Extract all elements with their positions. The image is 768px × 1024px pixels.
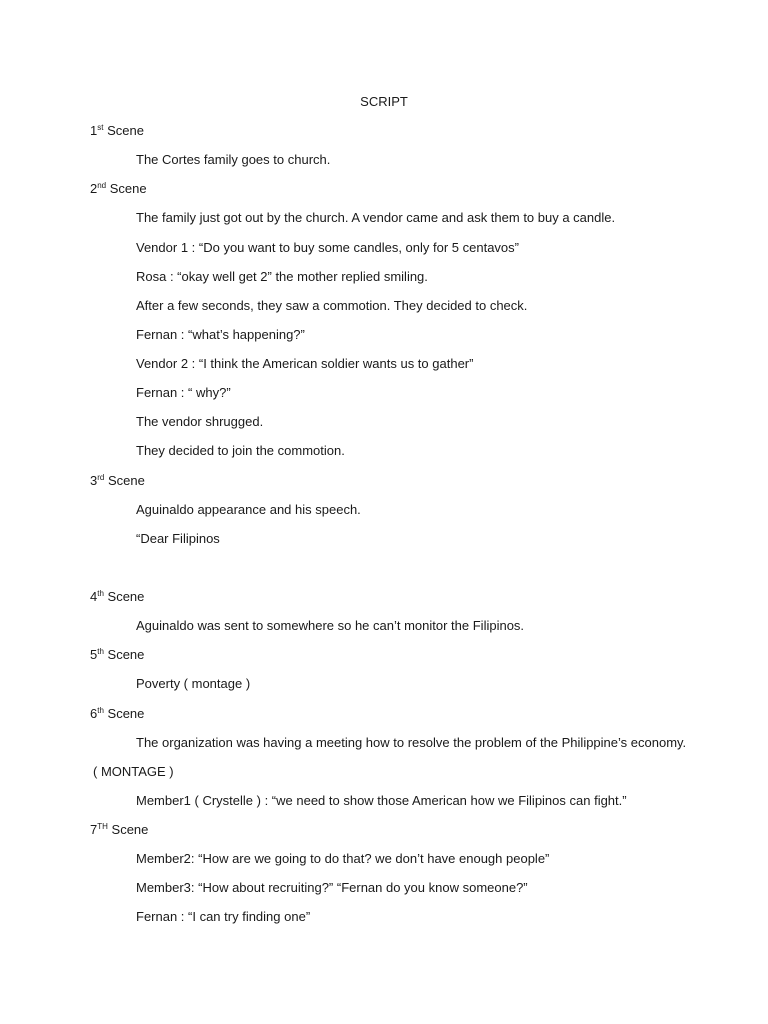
page-title: SCRIPT — [360, 94, 408, 109]
scene-number: 1 — [90, 123, 98, 138]
script-line: Member3: “How about recruiting?” “Fernan do you know someone?” — [136, 880, 528, 895]
scene-number: 3 — [90, 473, 98, 488]
scene-label: Scene — [107, 647, 145, 662]
script-line: The vendor shrugged. — [136, 414, 264, 429]
scene-ordinal-suffix: nd — [97, 181, 107, 190]
montage-line: ( MONTAGE ) — [93, 764, 174, 779]
scene-ordinal-suffix: st — [97, 123, 104, 132]
scene-number: 5 — [90, 647, 98, 662]
script-line: Aguinaldo appearance and his speech. — [136, 502, 361, 517]
scene-label: Scene — [107, 706, 145, 721]
scene-heading — [90, 706, 144, 722]
script-line: Aguinaldo was sent to somewhere so he can’t monitor the Filipinos. — [136, 618, 525, 633]
scene-ordinal-suffix: th — [97, 647, 104, 656]
script-line: Member1 ( Crystelle ) : “we need to show those American how we Filipinos can fight.” — [136, 793, 627, 808]
scene-label: Scene — [109, 181, 147, 196]
scene-number: 2 — [90, 181, 98, 196]
script-line: Vendor 1 : “Do you want to buy some candles, only for 5 centavos” — [136, 240, 519, 255]
scene-ordinal-suffix: th — [97, 706, 104, 715]
script-line: Rosa : “okay well get 2” the mother replied smiling. — [136, 269, 428, 284]
scene-number: 6 — [90, 706, 98, 721]
script-line: Vendor 2 : “I think the American soldier wants us to gather” — [136, 356, 474, 371]
script-line: “Dear Filipinos — [136, 531, 220, 546]
scene-label: Scene — [107, 473, 145, 488]
scene-label: Scene — [107, 123, 144, 138]
scene-label: Scene — [111, 822, 149, 837]
script-line: After a few seconds, they saw a commotion. They decided to check. — [136, 298, 528, 313]
script-line: Fernan : “I can try finding one” — [136, 909, 311, 924]
script-line: Member2: “How are we going to do that? we don’t have enough people” — [136, 851, 550, 866]
scene-heading — [90, 473, 145, 489]
scene-heading — [90, 647, 144, 663]
script-line: The family just got out by the church. A vendor came and ask them to buy a candle. — [136, 210, 616, 225]
scene-heading — [90, 123, 144, 139]
script-line: They decided to join the commotion. — [136, 443, 345, 458]
script-line: Fernan : “ why?” — [136, 385, 231, 400]
scene-number: 4 — [90, 589, 98, 604]
scene-number: 7 — [90, 822, 98, 837]
scene-heading — [90, 181, 147, 197]
scene-label: Scene — [107, 589, 145, 604]
scene-ordinal-suffix: rd — [97, 473, 105, 482]
script-line: Fernan : “what’s happening?” — [136, 327, 305, 342]
script-line: The organization was having a meeting how to resolve the problem of the Philippine’s economy. — [136, 735, 687, 750]
scene-heading — [90, 589, 144, 605]
script-line: Poverty ( montage ) — [136, 676, 251, 691]
scene-ordinal-suffix: TH — [97, 822, 108, 831]
script-line: The Cortes family goes to church. — [136, 152, 331, 167]
scene-ordinal-suffix: th — [97, 589, 104, 598]
scene-heading — [90, 822, 148, 838]
